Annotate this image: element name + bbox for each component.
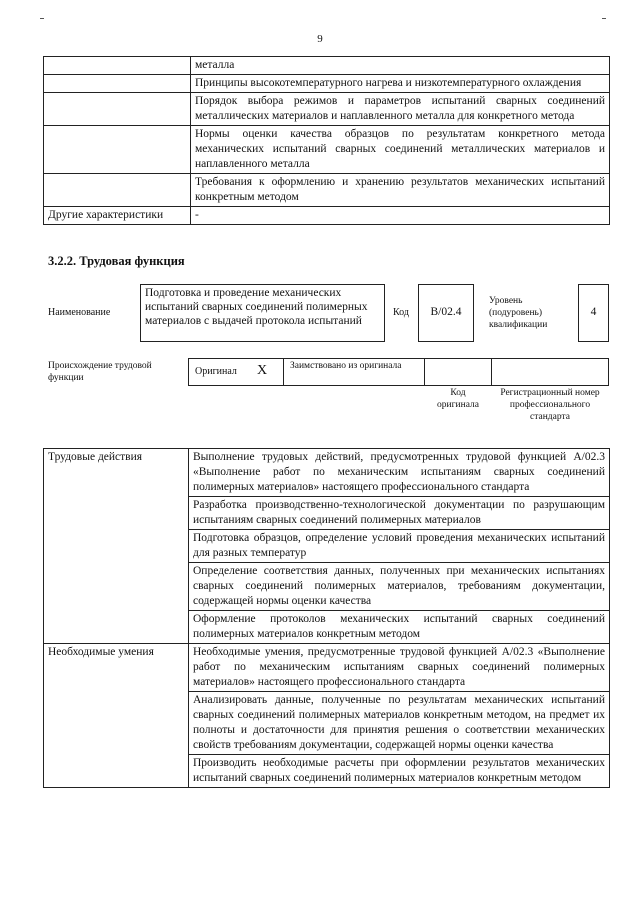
name-label: Наименование: [48, 307, 111, 318]
table-cell: Нормы оценки качества образцов по результатам конкретного метода механических испытаний сварных соединений металлических материалов и наплавленного металла: [191, 126, 610, 174]
code-label: Код: [393, 307, 409, 318]
table-row: [44, 126, 610, 174]
level-label: Уровень (подуровень) квалификации: [489, 296, 548, 330]
corner-mark: [602, 18, 606, 19]
table-row: [44, 207, 610, 225]
table-cell: -: [191, 207, 610, 225]
top-table: [43, 56, 610, 225]
table-cell: Подготовка образцов, определение условий проведения механических испытаний для разных температур: [189, 530, 610, 563]
group-label-actions: Трудовые действия: [44, 449, 189, 644]
group-label-skills: Необходимые умения: [44, 644, 189, 788]
code-caption: Код оригинала: [437, 388, 479, 410]
table-cell: Разработка производственно-технологической документации по разрушающим испытаниям сварных соединений полимерных материалов: [189, 497, 610, 530]
origin-label: Происхождение трудовой функции: [48, 361, 152, 383]
code-box: [418, 284, 474, 342]
table-row: [44, 644, 610, 692]
table-cell-label: [44, 174, 191, 207]
table-cell-label: [44, 126, 191, 174]
corner-mark: [40, 18, 44, 19]
table-cell-label: Другие характеристики: [44, 207, 191, 225]
table-cell: металла: [191, 57, 610, 75]
page-number: 9: [317, 33, 323, 45]
original-code-box: [424, 358, 492, 386]
original-box: [188, 358, 284, 386]
table-row: [44, 174, 610, 207]
reg-number-box: [491, 358, 609, 386]
table-row: [44, 93, 610, 126]
table-cell: Необходимые умения, предусмотренные трудовой функцией A/02.3 «Выполнение работ по механическим испытаниям сварных соединений полимерных материалов» настоящего профессионального стандарта: [189, 644, 610, 692]
table-cell: Порядок выбора режимов и параметров испытаний сварных соединений металлических материалов и наплавленного металла для конкретного метода: [191, 93, 610, 126]
table-cell: Выполнение трудовых действий, предусмотренных трудовой функцией A/02.3 «Выполнение работ по механическим испытаниям сварных соединений полимерных материалов» настоящего профессионального стандарта: [189, 449, 610, 497]
level-value: 4: [590, 306, 597, 318]
table-cell: Определение соответствия данных, полученных при механических испытаниях сварных соединений полимерных материалов, требованиям документации, содержащей нормы оценки качества: [189, 563, 610, 611]
table-row: [44, 57, 610, 75]
table-row: [44, 75, 610, 93]
table-cell-label: [44, 57, 191, 75]
borrowed-box: [283, 358, 425, 386]
table-cell: Оформление протоколов механических испытаний сварных соединений полимерных материалов конкретным методом: [189, 611, 610, 644]
section-heading: 3.2.2. Трудовая функция: [48, 254, 185, 268]
code-value: B/02.4: [430, 306, 462, 318]
table-cell: Анализировать данные, полученные по результатам механических испытаний сварных соединений полимерных материалов конкретным методом, на предмет их полноты и достаточности для принятия решения о соответствии механических свойств требованиям документации, содержащей нормы оценки качества: [189, 692, 610, 755]
table-row: [44, 449, 610, 497]
function-name-value: Подготовка и проведение механических испытаний сварных соединений полимерных материалов с выдачей протокола испытаний: [145, 287, 368, 327]
level-box: [578, 284, 609, 342]
function-name-box: [140, 284, 385, 342]
original-label: Оригинал: [195, 366, 237, 377]
table-cell-label: [44, 93, 191, 126]
table-cell: Требования к оформлению и хранению результатов механических испытаний конкретным методом: [191, 174, 610, 207]
table-cell: Производить необходимые расчеты при оформлении результатов механических испытаний сварных соединений полимерных материалов конкретным методом: [189, 755, 610, 788]
table-cell: Принципы высокотемпературного нагрева и низкотемпературного охлаждения: [191, 75, 610, 93]
reg-caption: Регистрационный номер профессионального стандарта: [500, 388, 600, 422]
borrowed-label: Заимствовано из оригинала: [290, 361, 402, 371]
main-table: [43, 448, 610, 788]
original-checkmark: X: [257, 363, 268, 378]
table-cell-label: [44, 75, 191, 93]
